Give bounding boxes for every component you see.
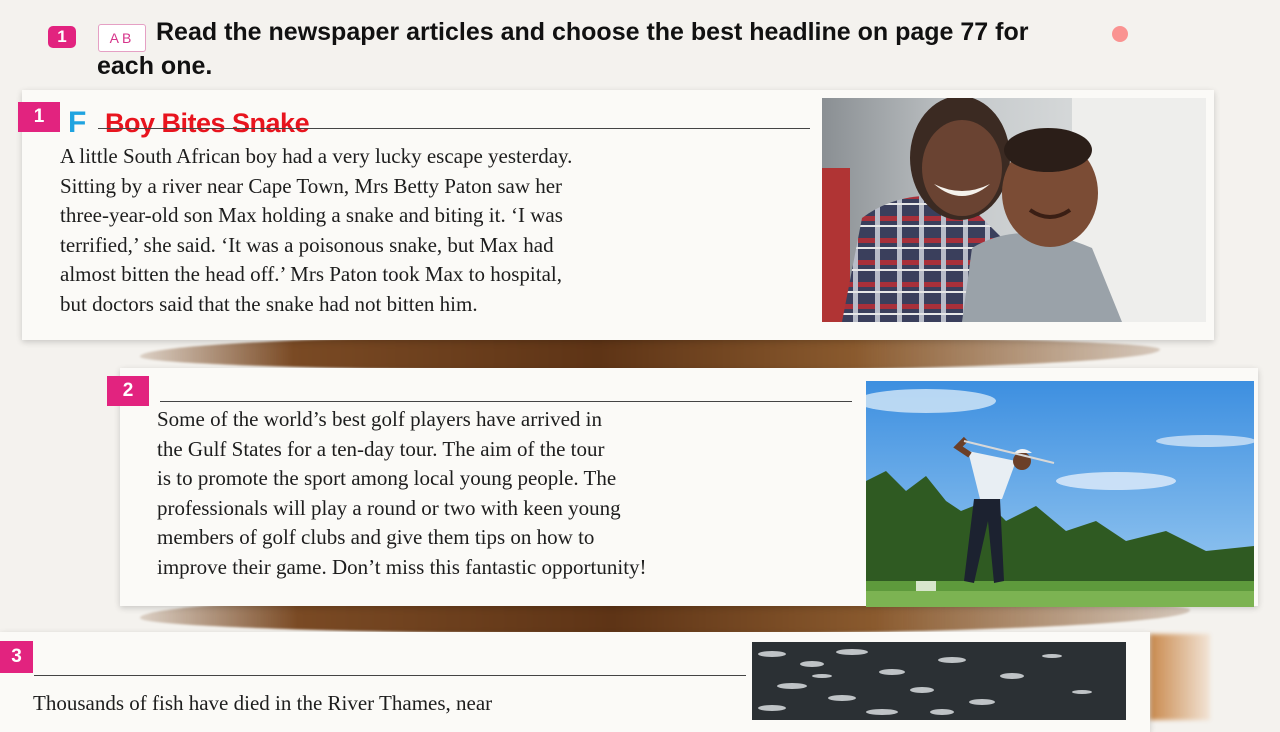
article-line: professionals will play a round or two with keen young <box>157 495 621 520</box>
article-1-number-badge: 1 <box>18 102 60 132</box>
mother-and-son-illustration <box>822 98 1206 322</box>
page-highlight-dot <box>1112 26 1128 42</box>
article-line: almost bitten the head off.’ Mrs Paton took Max to hospital, <box>60 262 562 286</box>
dead-fish-illustration <box>752 642 1126 720</box>
article-line: Thousands of fish have died in the River Thames, near <box>33 691 493 715</box>
article-1-headline-rule <box>98 128 810 129</box>
article-2-text <box>157 405 851 582</box>
article-line: Sitting by a river near Cape Town, Mrs Betty Paton saw her <box>60 173 563 198</box>
article-1-headline: Boy Bites Snake <box>105 108 310 138</box>
article-1-text <box>60 142 812 319</box>
dead-fish-photo <box>752 642 1126 720</box>
instruction-line-1: Read the newspaper articles and choose the best headline on page 77 for <box>156 18 1029 46</box>
torn-paper-edge <box>1150 634 1210 720</box>
article-line: but doctors said that the snake had not bitten him. <box>60 291 478 316</box>
exercise-instruction <box>156 16 1266 49</box>
article-3-number-badge: 3 <box>0 641 33 673</box>
article-2-headline-rule <box>160 401 852 402</box>
article-2-number-badge: 2 <box>107 376 149 406</box>
workbook-ab-icon: AB <box>98 24 146 52</box>
article-1-answer-letter: F <box>68 106 87 139</box>
article-line: improve their game. Don’t miss this fantastic opportunity! <box>157 554 647 579</box>
article-line: members of golf clubs and give them tips on how to <box>157 525 595 549</box>
article-line: is to promote the sport among local young people. The <box>157 466 617 490</box>
article-3-headline-rule <box>34 675 746 676</box>
article-line: Some of the world’s best golf players have arrived in <box>157 407 602 431</box>
article-3-text <box>33 689 745 719</box>
instruction-line-2: each one. <box>97 52 213 80</box>
mother-and-son-photo <box>822 98 1206 322</box>
article-line: A little South African boy had a very lucky escape yesterday. <box>60 144 573 168</box>
torn-paper-strip <box>140 335 1160 371</box>
article-line: the Gulf States for a ten-day tour. The aim of the tour <box>157 436 605 461</box>
golfer-illustration <box>866 381 1254 607</box>
golfer-photo <box>866 381 1254 607</box>
article-line: three-year-old son Max holding a snake and biting it. ‘I was <box>60 203 563 227</box>
exercise-number-badge: 1 <box>48 26 76 48</box>
article-line: terrified,’ she said. ‘It was a poisonous snake, but Max had <box>60 232 554 257</box>
